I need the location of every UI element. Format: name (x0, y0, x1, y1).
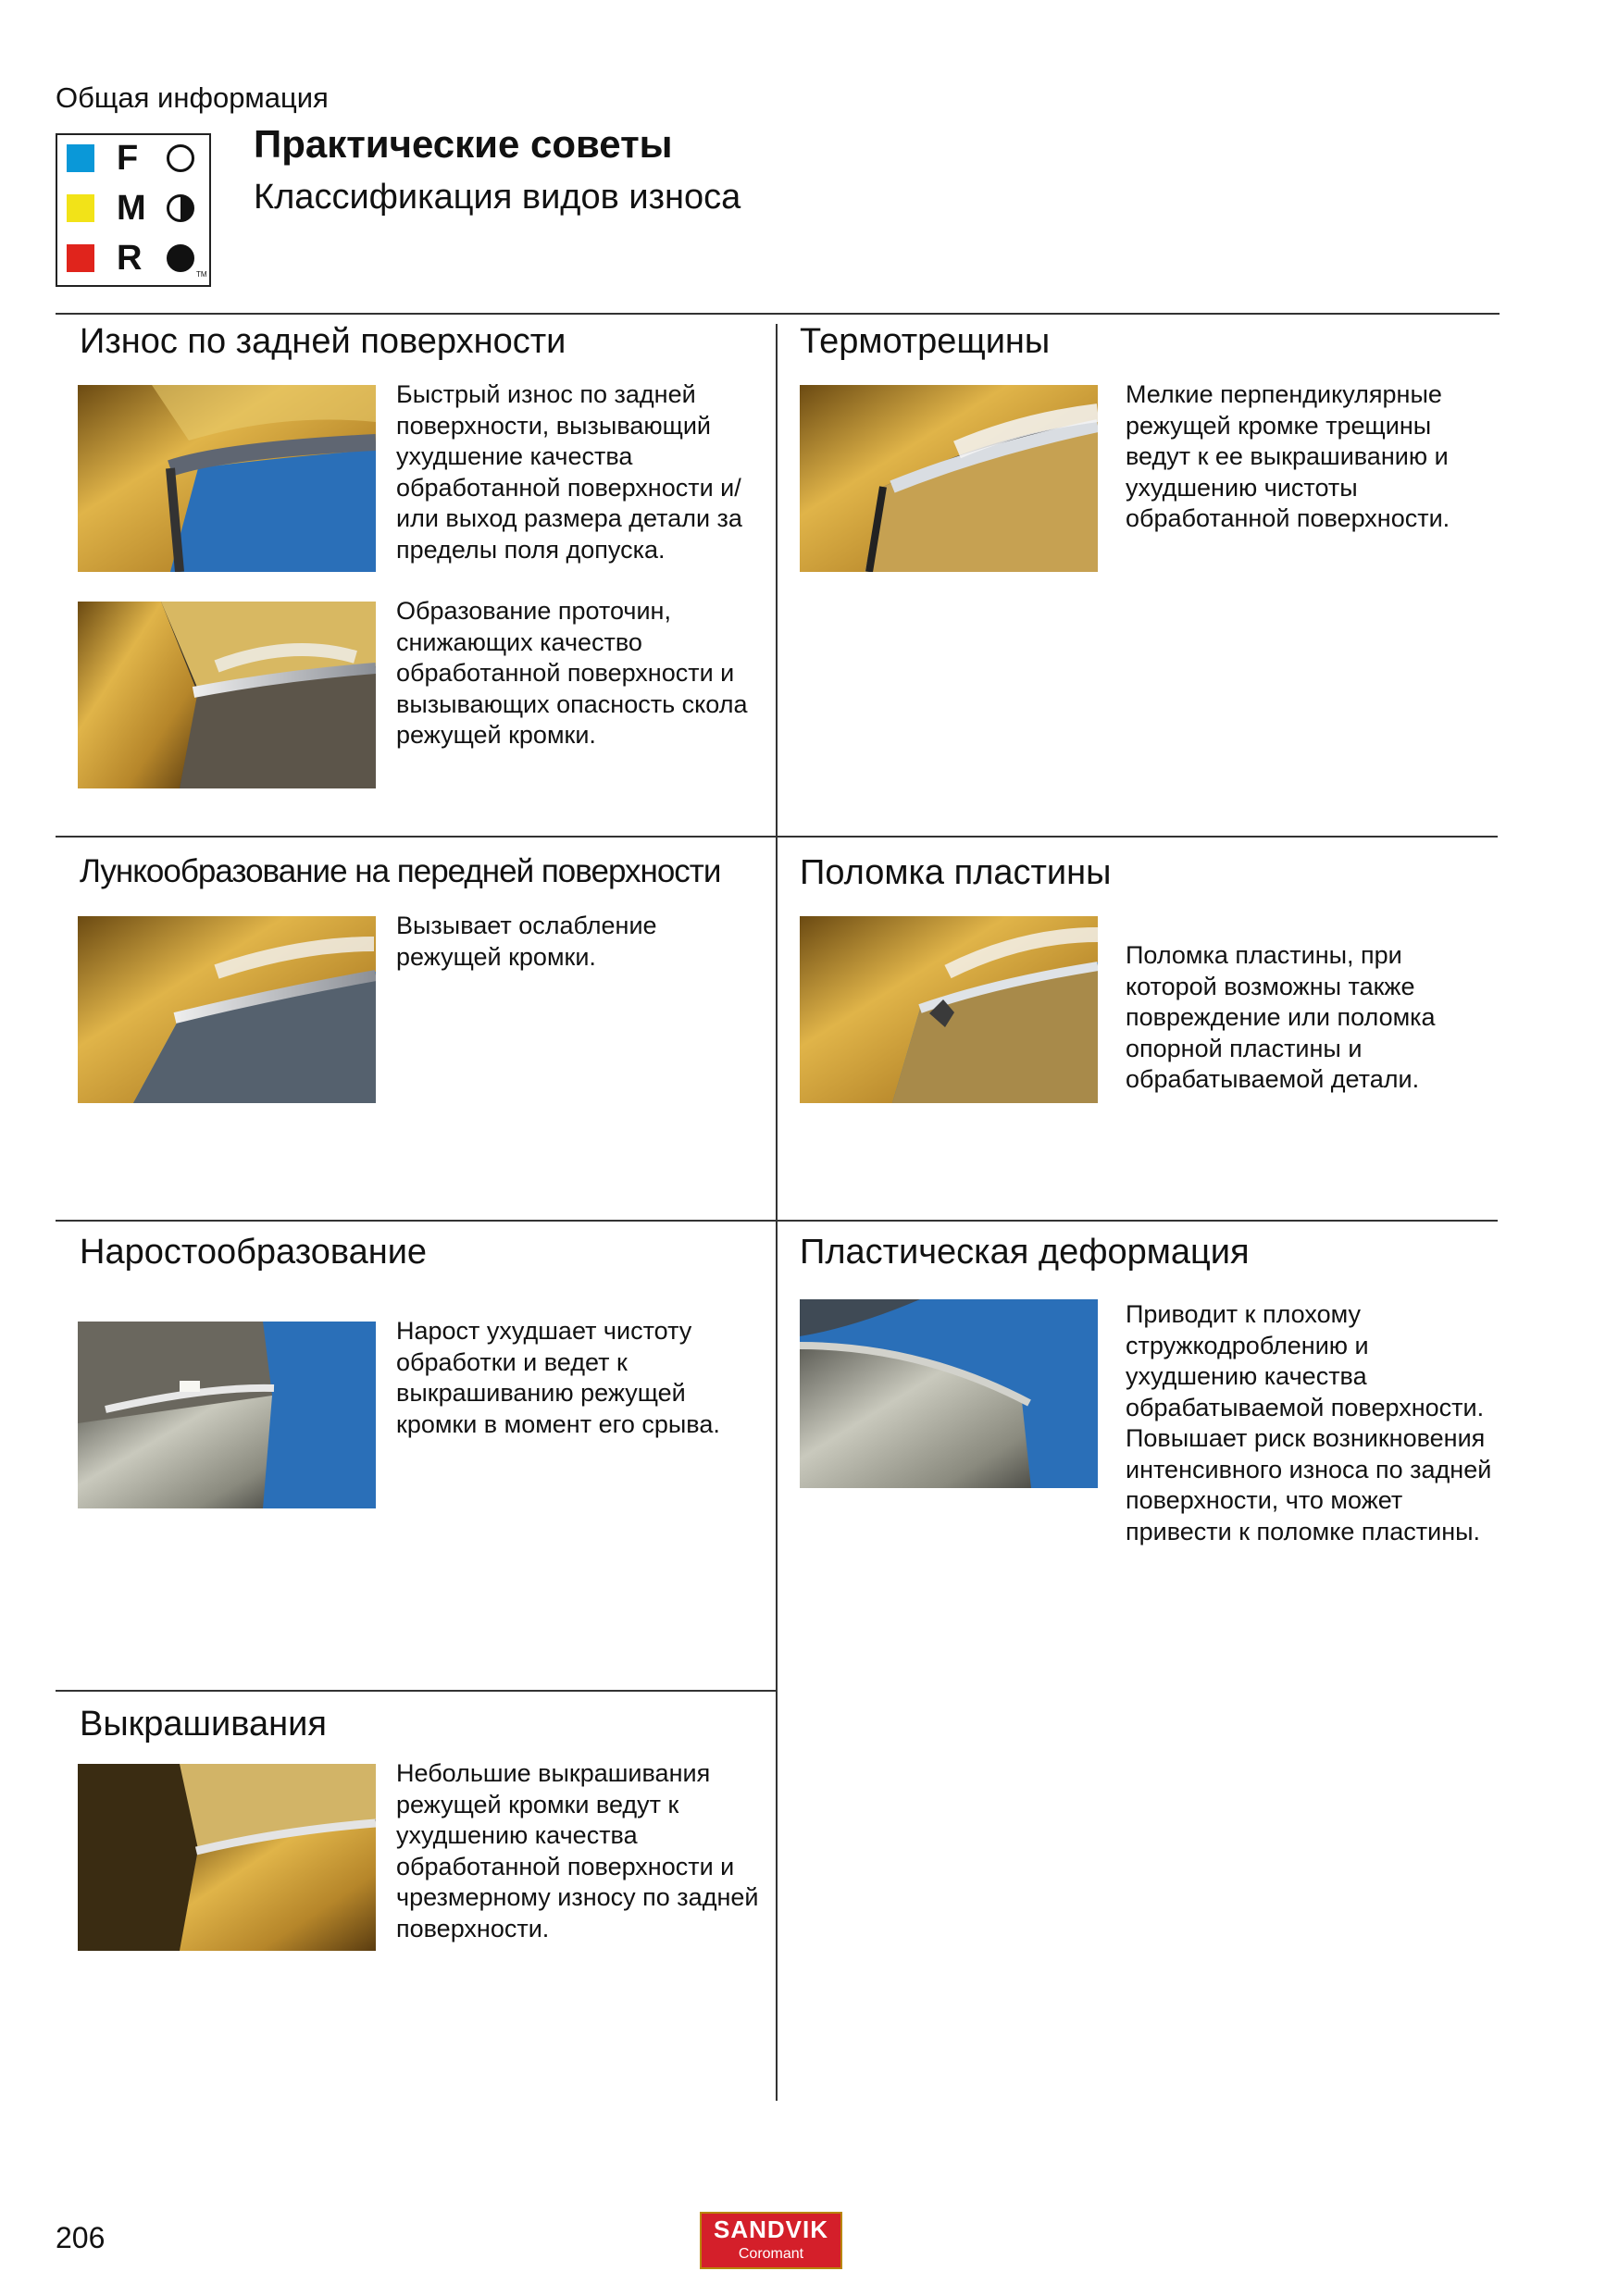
logo-letter-r: R (117, 239, 143, 278)
desc-built-up-edge: Нарост ухудшает чистоту обработки и ведет к выкрашиванию режущей кромки в момент его срыва. (396, 1317, 720, 1438)
section-label: Общая информация (56, 81, 329, 114)
heading-flank-wear: Износ по задней поверхности (80, 322, 566, 361)
heading-crater-wear: Лункообразование на передней поверхности (80, 853, 721, 889)
desc-flank-wear-2: Образование проточин, снижающих качество обработанной поверхности и вызывающих опасность скола режущей кромки. (396, 597, 748, 749)
sandvik-coromant-logo (700, 2212, 842, 2269)
brand-name: SANDVIK (713, 2215, 828, 2243)
photo-thermal-cracks (800, 385, 1098, 572)
page-title: Практические советы (254, 122, 673, 166)
logo-letter-m: M (117, 189, 146, 228)
page-number: 206 (56, 2221, 106, 2254)
photo-flank-wear-2 (78, 602, 376, 788)
heading-plastic-deformation: Пластическая деформация (800, 1233, 1250, 1272)
photo-chipping (78, 1764, 376, 1951)
brand-sub: Coromant (738, 2246, 804, 2262)
desc-crater-wear: Вызывает ослабление режущей кромки. (396, 912, 657, 971)
trademark-mark: TM (196, 270, 207, 279)
desc-insert-breakage: Поломка пластины, при которой возможны также повреждение или поломка опорной пластины и обрабатываемой детали. (1126, 941, 1436, 1093)
empty-circle-icon (167, 144, 194, 172)
desc-thermal-cracks: Мелкие перпендикулярные режущей кромке трещины ведут к ее выкрашиванию и ухудшению чистоты обработанной поверхности. (1126, 380, 1450, 532)
photo-flank-wear-1 (78, 385, 376, 572)
page-subtitle: Классификация видов износа (254, 178, 741, 217)
fmr-logo (56, 133, 211, 287)
logo-letter-f: F (117, 139, 139, 178)
divider-row-3 (56, 1220, 1498, 1222)
red-square-icon (67, 244, 94, 272)
photo-crater-wear (78, 916, 376, 1103)
divider-vertical (776, 324, 778, 2101)
divider-row-4 (56, 1690, 777, 1692)
photo-insert-breakage (800, 916, 1098, 1103)
heading-built-up-edge: Наростообразование (80, 1233, 428, 1272)
divider-top (56, 313, 1500, 315)
yellow-square-icon (67, 194, 94, 222)
blue-square-icon (67, 144, 94, 172)
desc-plastic-deformation: Приводит к плохому стружкодроблению и ухудшению качества обрабатываемой поверхности. Повышает риск возникновения интенсивного износа по задней поверхности, что может привести к поломке пластины. (1126, 1300, 1492, 1545)
full-circle-icon (167, 244, 194, 272)
heading-chipping: Выкрашивания (80, 1705, 327, 1744)
desc-chipping: Небольшие выкрашивания режущей кромки ведут к ухудшению качества обработанной поверхности и чрезмерному износу по задней поверхности. (396, 1759, 759, 1942)
photo-plastic-deformation (800, 1299, 1098, 1488)
heading-insert-breakage: Поломка пластины (800, 853, 1112, 892)
half-circle-icon (167, 194, 194, 222)
heading-thermal-cracks: Термотрещины (800, 322, 1051, 361)
desc-flank-wear-1: Быстрый износ по задней поверхности, вызывающий ухудшение качества обработанной поверхности и/или выход размера детали за пределы поля допуска. (396, 380, 742, 564)
divider-row-2 (56, 836, 1498, 838)
photo-built-up-edge (78, 1322, 376, 1508)
